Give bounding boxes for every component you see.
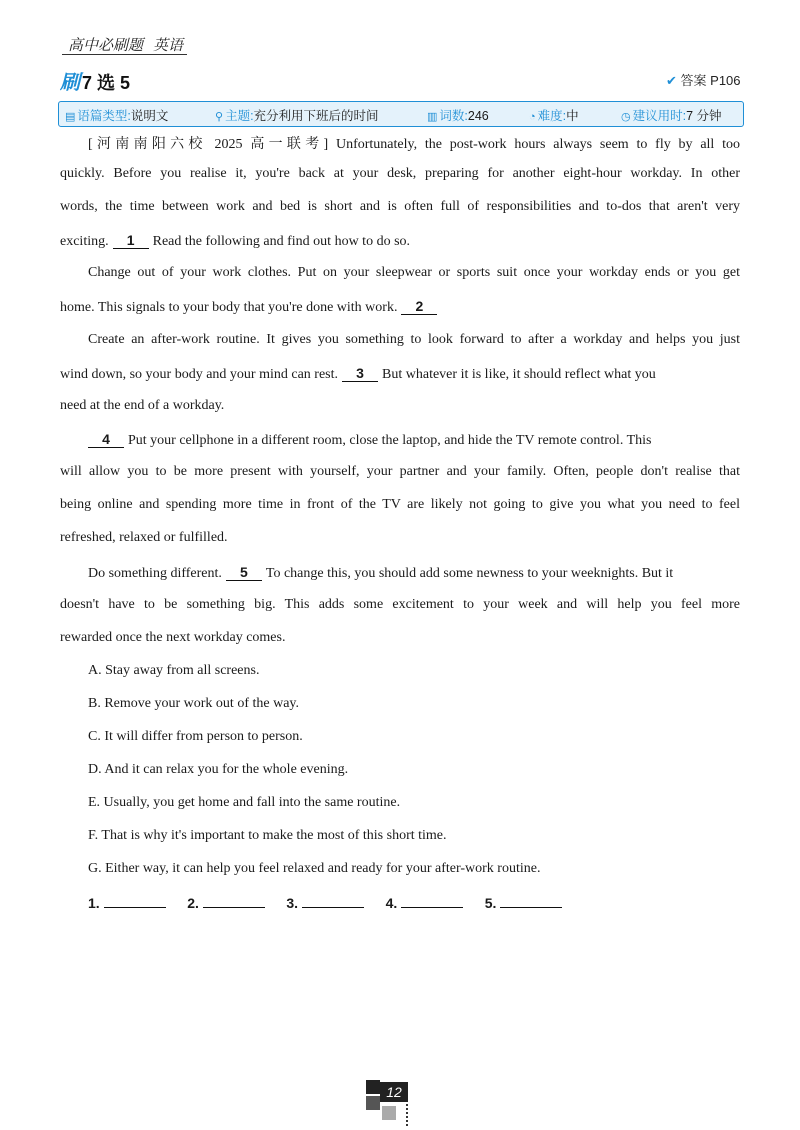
p3-line-2: wind down, so your body and your mind can rest. 3 But whatever it is like, it should reflect what you [60,365,656,382]
p1-line-4: exciting. 1 Read the following and find out how to do so. [60,232,411,249]
info-type: ▤ 语篇类型:说明文 [65,109,169,123]
option-f: F. That is why it's important to make the most of this short time. [88,828,447,843]
p1-line-3: words, the time between work and bed is short and is often full of responsibilities and to-dos that aren't very [60,199,740,214]
option-a: A. Stay away from all screens. [88,663,260,678]
p3-line-1: Create an after-work routine. It gives you something to look forward to after a workday and helps you just [88,332,740,347]
option-c: C. It will differ from person to person. [88,729,303,744]
book-title [68,34,183,55]
answer-line [88,893,580,913]
info-time: ◷ 建议用时:7 分钟 [621,109,722,123]
search-icon: ⚲ [215,111,224,123]
p5-line-1: Do something different. 5 To change this, you should add some newness to your weeknights. But it [88,564,674,581]
info-words: ▥ 词数:246 [427,109,489,123]
answer-slot[interactable]: 5. [485,893,563,913]
p2-line-1: Change out of your work clothes. Put on your sleepwear or sports suit once your workday ends or you get [88,265,740,280]
p5-line-3: rewarded once the next workday comes. [60,630,286,645]
p3-line-3: need at the end of a workday. [60,398,225,413]
info-difficulty: ◔ 难度:中 [529,109,579,123]
clock-icon: ◷ [621,111,631,123]
page-number: 12 [380,1082,408,1102]
section-title [60,66,130,95]
p2-line-2: home. This signals to your body that you're done with work. 2 [60,298,441,318]
gauge-icon: ◔ [529,111,536,123]
answer-slot[interactable]: 2. [187,893,265,913]
header-rule [62,54,187,55]
p1-line-1: [河南南阳六校 2025 高一联考] Unfortunately, the post-work hours always seem to fly by all too [88,137,740,152]
section-title-text: 7 选 5 [82,73,131,93]
blank-1[interactable]: 1 [113,232,149,249]
check-icon: ✔ [666,73,677,88]
p5-line-2: doesn't have to be something big. This adds some excitement to your week and will help you feel more [60,597,740,612]
p4-line-1: 4 Put your cellphone in a different room, close the laptop, and hide the TV remote control. This [88,431,651,451]
decor-square [366,1096,380,1110]
p4-line-3: being online and spending more time in front of the TV are likely not going to give you what you need to feel [60,497,740,512]
answer-slot[interactable]: 3. [286,893,364,913]
blank-2[interactable]: 2 [401,298,437,315]
option-e: E. Usually, you get home and fall into the same routine. [88,795,401,810]
book-subject: 英语 [153,37,184,54]
running-header [62,30,262,56]
blank-5[interactable]: 5 [226,564,262,581]
answer-reference[interactable] [666,70,741,89]
blank-4[interactable]: 4 [88,431,124,448]
option-g: G. Either way, it can help you feel relaxed and ready for your after-work routine. [88,861,541,876]
p4-line-2: will allow you to be more present with yourself, your partner and your family. Often, people don't realise that [60,464,740,479]
book-icon: ▥ [427,111,438,123]
answer-reference-label: 答案 P106 [680,73,741,88]
decor-square [382,1106,396,1120]
document-icon: ▤ [65,111,76,123]
p1-line-2: quickly. Before you realise it, you're back at your desk, preparing for another eight-hour workday. In other [60,166,740,181]
decor-square [366,1080,380,1094]
decor-dots [406,1104,410,1126]
p4-line-4: refreshed, relaxed or fulfilled. [60,530,228,545]
option-b: B. Remove your work out of the way. [88,696,299,711]
answer-slot[interactable]: 1. [88,893,166,913]
blank-3[interactable]: 3 [342,365,378,382]
option-d: D. And it can relax you for the whole evening. [88,762,349,777]
page-number-block [366,1080,416,1126]
book-name: 高中必刷题 [68,37,144,54]
section-mark: 刷 [60,72,80,94]
info-topic: ⚲ 主题:充分利用下班后的时间 [215,109,379,123]
answer-slot[interactable]: 4. [386,893,464,913]
info-bar [58,101,744,127]
